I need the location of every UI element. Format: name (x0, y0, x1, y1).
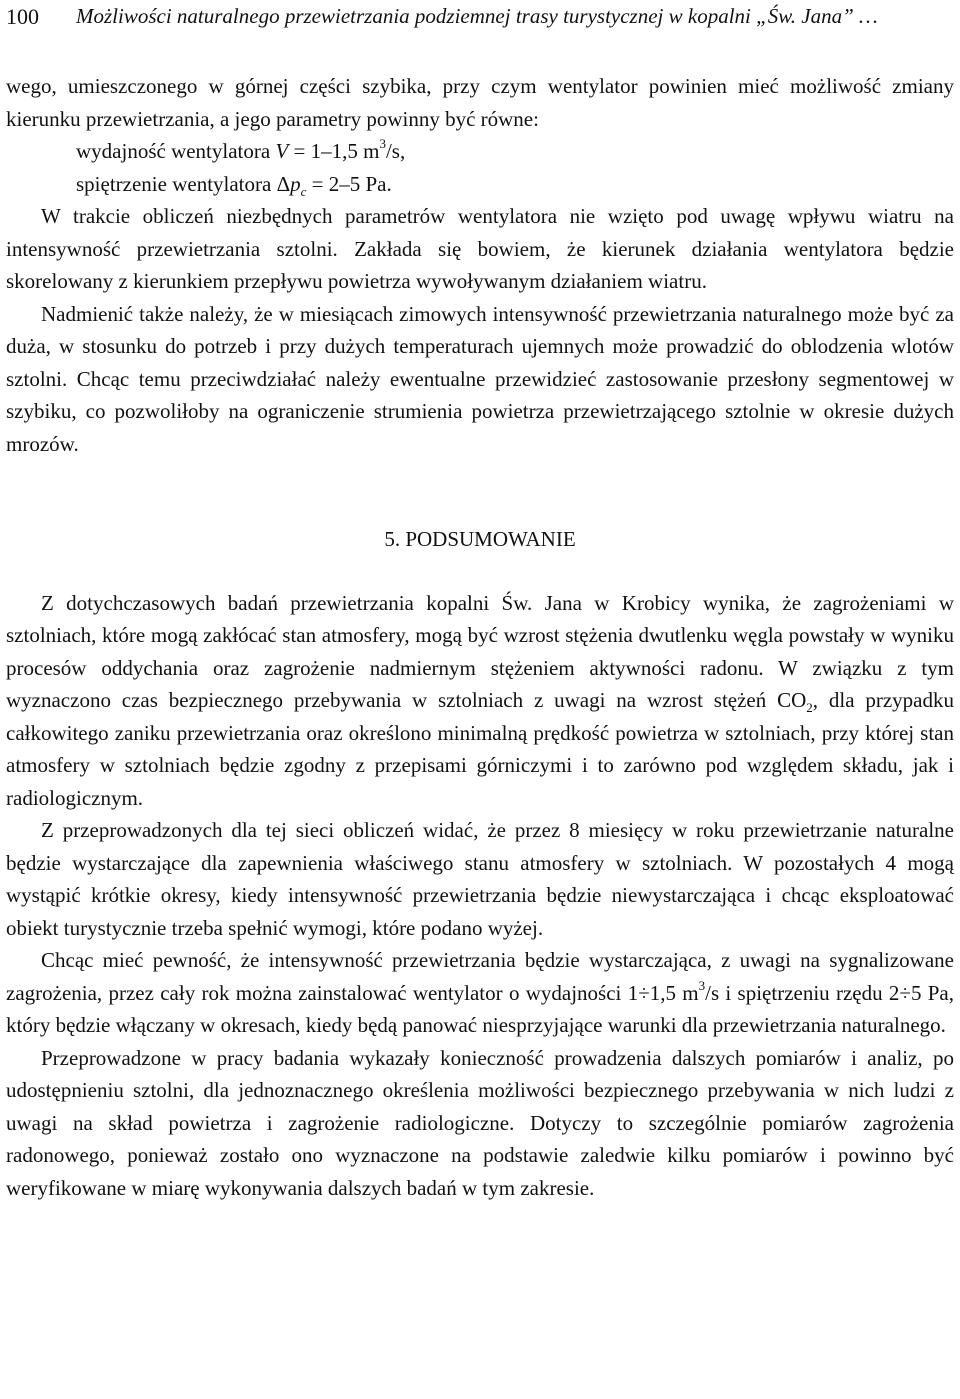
running-title: Możliwości naturalnego przewietrzania podziemnej trasy turystycznej w kopalni „Św. Jana” … (76, 4, 878, 28)
summary-paragraph-3 (6, 944, 954, 1042)
summary-p3-text-b: /s i spiętrzeniu rzędu 2÷5 Pa, który będzie włączany w okresach, kiedy będą panować niesprzyjające warunki dla przewietrzania naturalnego. (6, 980, 954, 1037)
fan-capacity-symbol: V (275, 139, 289, 163)
body-text (6, 70, 954, 1204)
fan-pressure-line (6, 168, 954, 201)
summary-paragraph-1 (6, 587, 954, 815)
section-spacer-bottom (6, 556, 954, 587)
summary-p1-text-b: , dla przypadku całkowitego zaniku przewietrzania oraz określono minimalną prędkość powietrza w sztolniach, przy której stan atmosfery w sztolniach będzie zgodny z przepisami górniczymi i to zarówno pod względem składu, jak i radiologicznym. (6, 688, 955, 810)
fan-capacity-value: = 1–1,5 m (288, 139, 380, 163)
summary-p3-text-a: Chcąc mieć pewność, że intensywność przewietrzania będzie wystarczająca, z uwagi na sygnalizowane zagrożenia, przez cały rok można zainstalować wentylator o wydajności 1÷1,5 m (6, 948, 954, 1005)
fan-pressure-delta: Δ (276, 171, 291, 196)
section-spacer-top (6, 460, 954, 523)
fan-pressure-symbol: p (290, 171, 301, 196)
summary-paragraph-4: Przeprowadzone w pracy badania wykazały konieczność prowadzenia dalszych pomiarów i analiz, po udostępnieniu sztolni, dla jednoznacznego określenia możliwości bezpiecznego przebywania w nich ludzi z uwagi na skład powietrza i zagrożenie radiologiczne. Dotyczy to szczególnie pomiarów zagrożenia radonowego, ponieważ zostało ono wyznaczone na podstawie zaledwie kilku pomiarów i powinno być weryfikowane w miarę wykonywania dalszych badań w tym zakresie. (6, 1045, 954, 1200)
fan-pressure-value: = 2–5 Pa. (306, 171, 392, 196)
fan-capacity-exponent: 3 (379, 136, 386, 151)
summary-p3-exponent: 3 (698, 977, 706, 993)
page-number: 100 (6, 4, 39, 29)
running-header (6, 4, 954, 34)
section-heading: 5. PODSUMOWANIE (384, 527, 576, 551)
paragraph-winter: Nadmienić także należy, że w miesiącach zimowych intensywność przewietrzania naturalnego może być za duża, w stosunku do potrzeb i przy dużych temperaturach ujemnych może prowadzić do oblodzenia wlotów sztolni. Chcąc temu przeciwdziałać należy ewentualne przewidzieć zastosowanie przesłony segmentowej w szybiku, co pozwoliłoby na ograniczenie strumienia powietrza przewietrzającego sztolnie w okresie dużych mrozów. (6, 301, 954, 456)
summary-p1-text-a: Z dotychczasowych badań przewietrzania kopalni Św. Jana w Krobicy wynika, że zagrożeniami w sztolniach, które mogą zakłócać stan atmosfery, mogą być wzrost stężenia dwutlenku węgla powstały w wyniku procesów oddychania oraz zagrożenie nadmiernym stężeniem aktywności radonu. W związku z tym wyznaczono czas bezpiecznego przebywania w sztolniach z uwagi na wzrost stężeń CO (6, 590, 954, 712)
fan-pressure-subscript-text: c (300, 183, 307, 199)
fan-pressure-label: spiętrzenie wentylatora (76, 171, 277, 196)
fan-capacity-unit: /s, (385, 139, 406, 163)
fan-capacity-label: wydajność wentylatora (76, 139, 271, 163)
intro-paragraph: wego, umieszczonego w górnej części szybika, przy czym wentylator powinien mieć możliwość zmiany kierunku przewietrzania, a jego parametry powinny być równe: (6, 74, 954, 131)
paragraph-wind: W trakcie obliczeń niezbędnych parametrów wentylatora nie wzięto pod uwagę wpływu wiatru na intensywność przewietrzania sztolni. Zakłada się bowiem, że kierunek działania wentylatora będzie skorelowany z kierunkiem przepływu powietrza wywoływanym działaniem wiatru. (6, 204, 954, 293)
summary-paragraph-2: Z przeprowadzonych dla tej sieci obliczeń widać, że przez 8 miesięcy w roku przewietrzanie naturalne będzie wystarczające dla zapewnienia właściwego stanu atmosfery w sztolniach. W pozostałych 4 mogą wystąpić krótkie okresy, kiedy intensywność przewietrzania będzie niewystarczająca i chcąc eksploatować obiekt turystycznie trzeba spełnić wymogi, które podano wyżej. (6, 818, 954, 940)
co2-subscript: 2 (806, 700, 813, 716)
fan-capacity-line (6, 135, 954, 168)
